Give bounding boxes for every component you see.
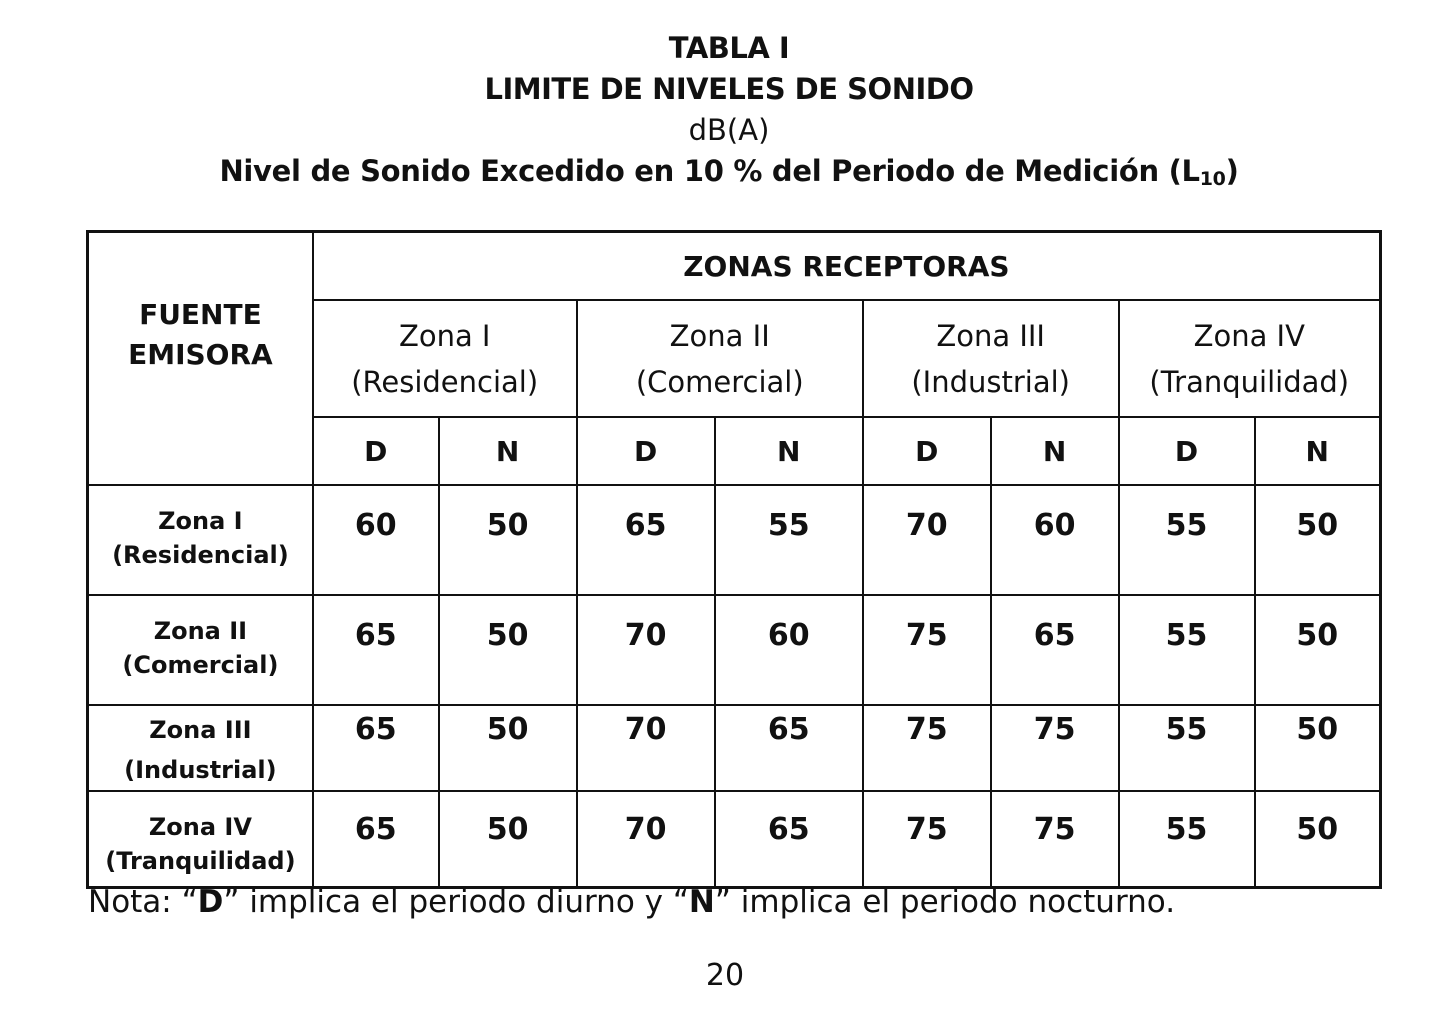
table-cell: 65 (313, 595, 439, 705)
table-cell: 70 (577, 791, 715, 888)
table-cell: 50 (1255, 485, 1381, 595)
table-title: LIMITE DE NIVELES DE SONIDO (484, 72, 974, 106)
table-cell: 55 (1119, 485, 1255, 595)
table-row (88, 595, 1381, 705)
sound-limits-table (86, 230, 1382, 889)
table-note: Nota: “D” implica el periodo diurno y “N” implica el periodo nocturno. (88, 884, 1176, 920)
period-header: D (577, 417, 715, 485)
table-cell: 50 (439, 595, 577, 705)
period-header: D (1119, 417, 1255, 485)
table-cell: 55 (1119, 595, 1255, 705)
page-number: 20 (705, 958, 745, 993)
table-cell: 70 (863, 485, 991, 595)
zone-header: Zona III (Industrial) (863, 300, 1119, 417)
document-title-block (0, 28, 1450, 192)
row-source-label: Zona IV (Tranquilidad) (88, 791, 313, 888)
table-cell: 75 (863, 791, 991, 888)
zone-header: Zona I (Residencial) (313, 300, 577, 417)
table-cell: 65 (715, 791, 863, 888)
zone-header: Zona II (Comercial) (577, 300, 863, 417)
table-cell: 70 (577, 705, 715, 791)
table-subtitle: Nivel de Sonido Excedido en 10 % del Periodo de Medición $(L_{10})$ (219, 154, 1239, 190)
table-cell: 65 (991, 595, 1119, 705)
zone-header: Zona IV (Tranquilidad) (1119, 300, 1381, 417)
period-header: N (439, 417, 577, 485)
table-cell: 50 (1255, 791, 1381, 888)
table-cell: 75 (991, 705, 1119, 791)
period-header: D (863, 417, 991, 485)
receptor-zones-header: ZONAS RECEPTORAS (313, 232, 1381, 301)
table-row (88, 791, 1381, 888)
table-cell: 70 (577, 595, 715, 705)
table-cell: 60 (313, 485, 439, 595)
period-header: N (715, 417, 863, 485)
table-cell: 50 (1255, 595, 1381, 705)
source-header: FUENTE EMISORA (88, 232, 313, 486)
table-cell: 55 (1119, 705, 1255, 791)
period-header: D (313, 417, 439, 485)
table-cell: 60 (991, 485, 1119, 595)
table-cell: 75 (863, 595, 991, 705)
row-source-label: Zona II (Comercial) (88, 595, 313, 705)
table-cell: 65 (715, 705, 863, 791)
table-cell: 60 (715, 595, 863, 705)
table-cell: 55 (1119, 791, 1255, 888)
table-row (88, 705, 1381, 791)
table-cell: 50 (439, 705, 577, 791)
period-header: N (991, 417, 1119, 485)
period-header: N (1255, 417, 1381, 485)
table-cell: 50 (439, 791, 577, 888)
table-row (88, 485, 1381, 595)
table-cell: 50 (1255, 705, 1381, 791)
table-cell: 75 (863, 705, 991, 791)
row-source-label: Zona III (Industrial) (88, 705, 313, 791)
table-cell: 65 (313, 705, 439, 791)
table-number: TABLA I (668, 31, 790, 65)
table-unit: dB(A) (688, 113, 770, 147)
table-cell: 50 (439, 485, 577, 595)
row-source-label: Zona I (Residencial) (88, 485, 313, 595)
table-cell: 55 (715, 485, 863, 595)
table-cell: 75 (991, 791, 1119, 888)
table-cell: 65 (577, 485, 715, 595)
table-cell: 65 (313, 791, 439, 888)
